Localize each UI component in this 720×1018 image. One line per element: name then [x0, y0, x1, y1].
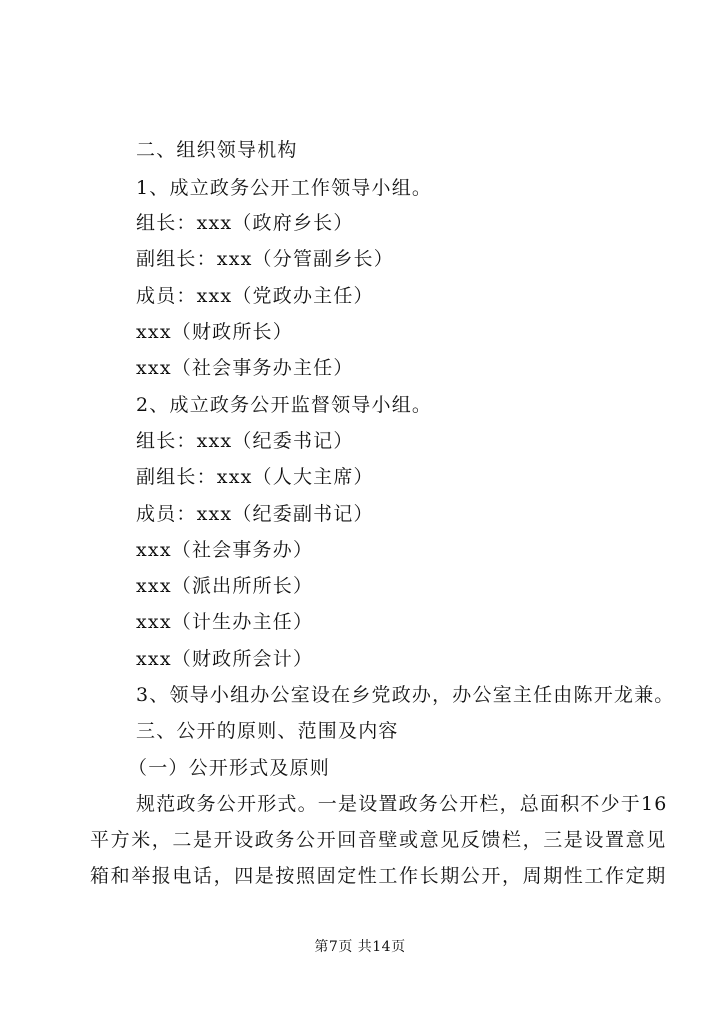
- text-line: 副组长：xxx（分管副乡长）: [136, 248, 394, 270]
- section-heading-principles: 三、公开的原则、范围及内容: [136, 720, 399, 742]
- text-line: 组长：xxx（纪委书记）: [136, 430, 354, 452]
- text-line: 成员：xxx（纪委副书记）: [136, 503, 374, 525]
- page-footer: 第7页 共14页: [314, 939, 406, 955]
- text-line: 副组长：xxx（人大主席）: [136, 466, 374, 488]
- subheading-supervision-group: 2、成立政务公开监督领导小组。: [136, 394, 433, 416]
- text-line: xxx（社会事务办主任）: [136, 357, 354, 379]
- text-line: xxx（计生办主任）: [136, 611, 314, 633]
- text-line: xxx（财政所会计）: [136, 648, 314, 670]
- paragraph-line: 规范政务公开形式。一是设置政务公开栏，总面积不少于16: [136, 793, 668, 815]
- text-line: xxx（派出所所长）: [136, 575, 314, 597]
- section-heading-organization: 二、组织领导机构: [136, 139, 298, 161]
- text-line: xxx（社会事务办）: [136, 539, 314, 561]
- subheading-form-principles: （一）公开形式及原则: [128, 757, 331, 779]
- text-line: 3、领导小组办公室设在乡党政办，办公室主任由陈开龙兼。: [136, 684, 675, 706]
- subheading-leadership-group: 1、成立政务公开工作领导小组。: [136, 177, 433, 199]
- paragraph-line: 箱和举报电话，四是按照固定性工作长期公开，周期性工作定期: [90, 865, 667, 887]
- paragraph-line: 平方米，二是开设政务公开回音壁或意见反馈栏，三是设置意见: [90, 829, 667, 851]
- text-line: 组长：xxx（政府乡长）: [136, 212, 354, 234]
- text-line: 成员：xxx（党政办主任）: [136, 285, 374, 307]
- text-line: xxx（财政所长）: [136, 321, 293, 343]
